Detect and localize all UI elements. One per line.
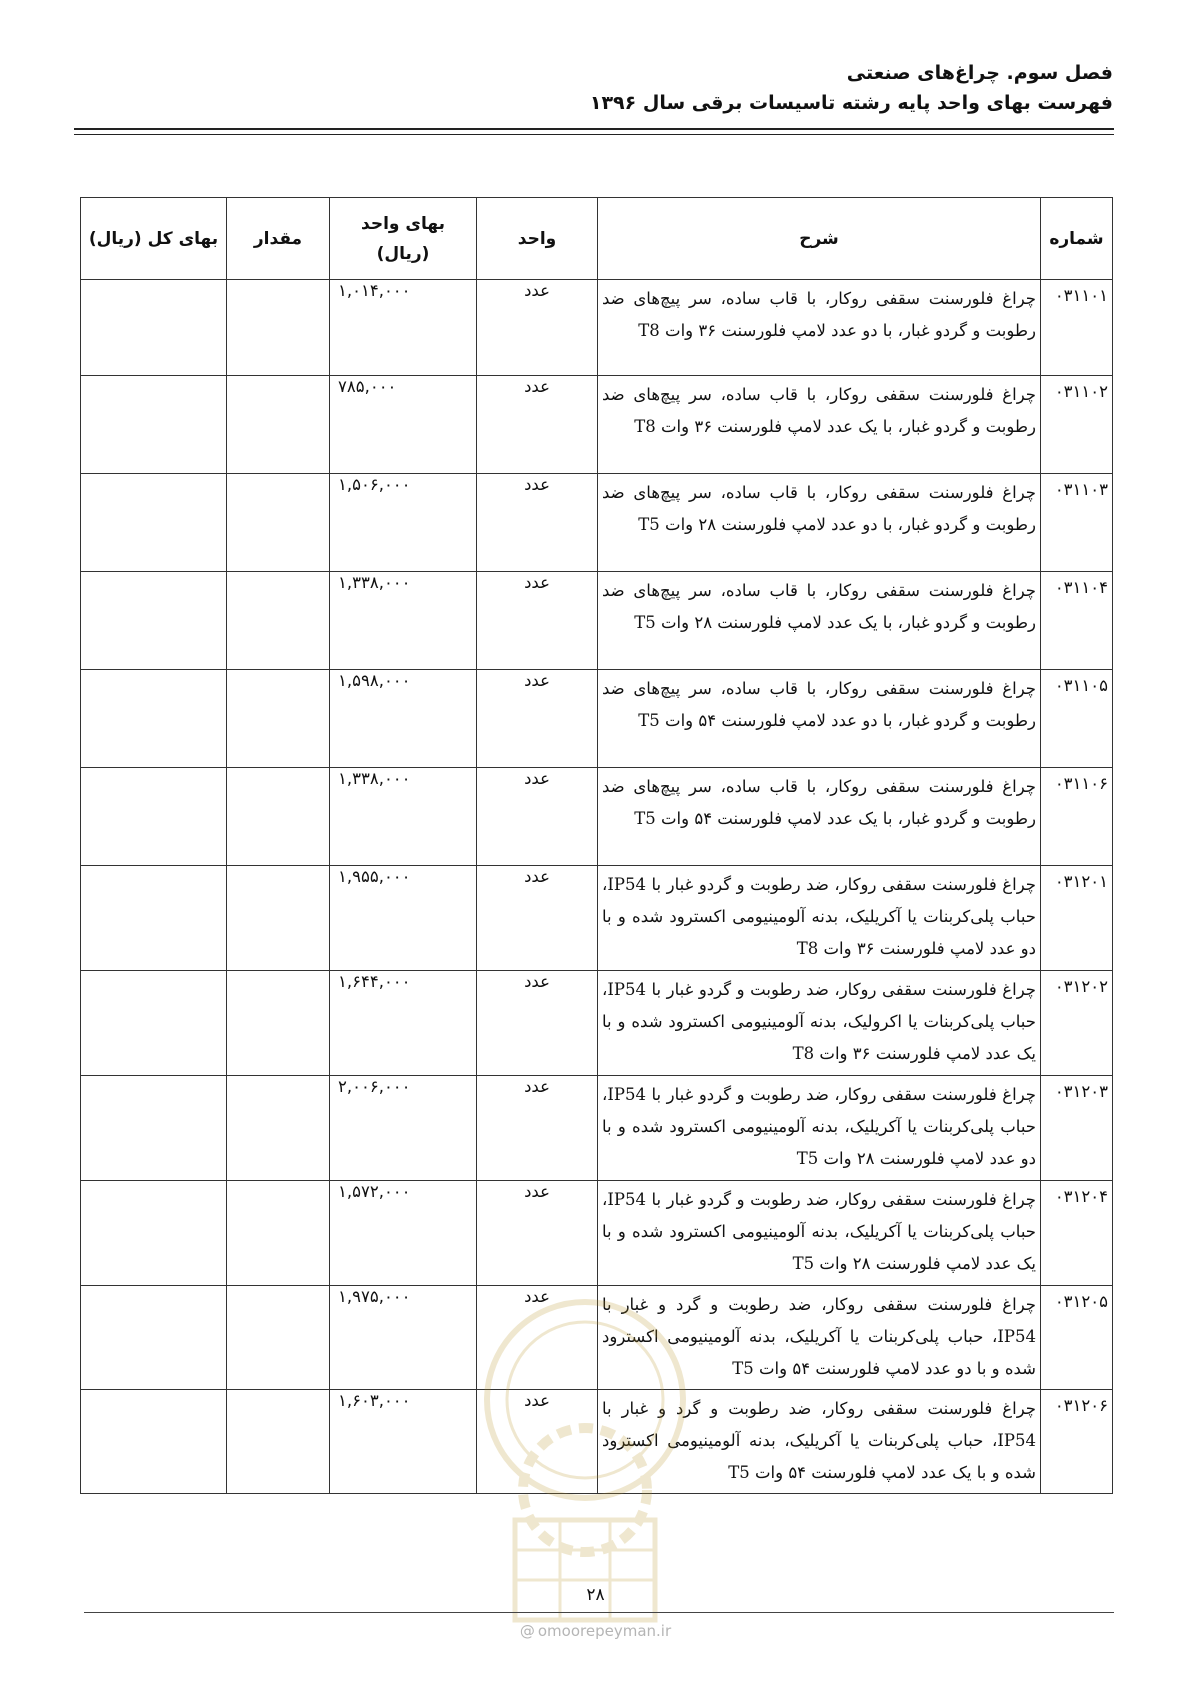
item-unit: عدد [477,1181,598,1286]
item-description: چراغ فلورسنت سقفی روکار، ضد رطوبت و گردو غبار با IP54، حباب پلی‌کربنات یا آکریلیک، بدنه آلومینیومی اکسترود شده و با دو عدد لامپ فلورسنت ۲۸ وات T5 [598,1076,1041,1181]
item-description: چراغ فلورسنت سقفی روکار، با قاب ساده، سر پیچ‌های ضد رطوبت و گردو غبار، با یک عدد لامپ فلورسنت ۵۴ وات T5 [598,768,1041,866]
item-unit-price: ۱,۳۳۸,۰۰۰ [330,572,477,670]
item-unit: عدد [477,768,598,866]
item-total [81,1286,227,1390]
item-code: ۰۳۱۲۰۴ [1041,1181,1113,1286]
item-quantity [227,376,330,474]
item-quantity [227,1390,330,1494]
item-quantity [227,572,330,670]
item-unit: عدد [477,1286,598,1390]
col-header-total: بهای کل (ریال) [81,198,227,280]
item-quantity [227,866,330,971]
item-unit: عدد [477,1076,598,1181]
item-unit-price: ۱,۵۹۸,۰۰۰ [330,670,477,768]
table-row [81,866,1113,971]
table-row [81,768,1113,866]
unit-price-currency: (ریال) [376,243,430,264]
item-unit-price: ۷۸۵,۰۰۰ [330,376,477,474]
col-header-unit-price [330,198,477,280]
item-unit-price: ۱,۳۳۸,۰۰۰ [330,768,477,866]
page-header [73,58,1113,118]
item-description: چراغ فلورسنت سقفی روکار، ضد رطوبت و گردو غبار با IP54، حباب پلی‌کربنات یا آکریلیک، بدنه آلومینیومی اکسترود شده و با یک عدد لامپ فلورسنت ۲۸ وات T5 [598,1181,1041,1286]
item-total [81,670,227,768]
item-unit-price: ۱,۰۱۴,۰۰۰ [330,280,477,376]
header-rule-thick [74,128,1114,130]
item-description: چراغ فلورسنت سقفی روکار، با قاب ساده، سر پیچ‌های ضد رطوبت و گردو غبار، با دو عدد لامپ فلورسنت ۲۸ وات T5 [598,474,1041,572]
item-unit-price: ۱,۵۰۶,۰۰۰ [330,474,477,572]
table-row [81,376,1113,474]
item-total [81,280,227,376]
item-code: ۰۳۱۱۰۳ [1041,474,1113,572]
item-quantity [227,670,330,768]
item-total [81,866,227,971]
table-row [81,572,1113,670]
item-unit-price: ۱,۹۵۵,۰۰۰ [330,866,477,971]
item-unit: عدد [477,1390,598,1494]
table-row [81,474,1113,572]
header-rule-thin [74,134,1114,135]
item-total [81,572,227,670]
item-unit-price: ۱,۶۴۴,۰۰۰ [330,971,477,1076]
item-code: ۰۳۱۱۰۵ [1041,670,1113,768]
at-sign-icon: @ [519,1622,535,1640]
chapter-title: فصل سوم. چراغ‌های صنعتی [846,62,1113,84]
item-total [81,768,227,866]
table-row [81,1390,1113,1494]
col-header-description: شرح [598,198,1041,280]
table-header-row [81,198,1113,280]
item-unit: عدد [477,572,598,670]
item-code: ۰۳۱۲۰۲ [1041,971,1113,1076]
item-unit-price: ۱,۹۷۵,۰۰۰ [330,1286,477,1390]
item-quantity [227,768,330,866]
item-code: ۰۳۱۲۰۱ [1041,866,1113,971]
item-quantity [227,1181,330,1286]
footer-website [0,1622,1191,1640]
item-code: ۰۳۱۱۰۲ [1041,376,1113,474]
item-code: ۰۳۱۱۰۴ [1041,572,1113,670]
unit-price-label: بهای واحد [361,213,445,234]
item-quantity [227,971,330,1076]
item-total [81,1076,227,1181]
table-row [81,1076,1113,1181]
item-unit: عدد [477,971,598,1076]
item-unit-price: ۱,۶۰۳,۰۰۰ [330,1390,477,1494]
col-header-quantity: مقدار [227,198,330,280]
item-total [81,971,227,1076]
item-code: ۰۳۱۲۰۶ [1041,1390,1113,1494]
item-code: ۰۳۱۱۰۶ [1041,768,1113,866]
item-quantity [227,1076,330,1181]
item-unit: عدد [477,670,598,768]
item-quantity [227,1286,330,1390]
website-text: omoorepeyman.ir [537,1622,672,1640]
item-quantity [227,474,330,572]
item-description: چراغ فلورسنت سقفی روکار، ضد رطوبت و گردو غبار با IP54، حباب پلی‌کربنات یا آکریلیک، بدنه آلومینیومی اکسترود شده و با دو عدد لامپ فلورسنت ۳۶ وات T8 [598,866,1041,971]
item-unit: عدد [477,474,598,572]
col-header-code: شماره [1041,198,1113,280]
item-unit: عدد [477,376,598,474]
item-description: چراغ فلورسنت سقفی روکار، ضد رطوبت و گرد و غبار با IP54، حباب پلی‌کربنات یا آکریلیک، بدنه آلومینیومی اکسترود شده و با دو عدد لامپ فلورسنت ۵۴ وات T5 [598,1286,1041,1390]
item-description: چراغ فلورسنت سقفی روکار، ضد رطوبت و گرد و غبار با IP54، حباب پلی‌کربنات یا آکریلیک، بدنه آلومینیومی اکسترود شده و با یک عدد لامپ فلورسنت ۵۴ وات T5 [598,1390,1041,1494]
item-description: چراغ فلورسنت سقفی روکار، با قاب ساده، سر پیچ‌های ضد رطوبت و گردو غبار، با دو عدد لامپ فلورسنت ۵۴ وات T5 [598,670,1041,768]
table-row [81,971,1113,1076]
item-total [81,474,227,572]
document-subtitle: فهرست بهای واحد پایه رشته تاسیسات برقی سال ۱۳۹۶ [589,92,1113,114]
item-code: ۰۳۱۲۰۵ [1041,1286,1113,1390]
page-number: ۲۸ [586,1585,605,1605]
item-unit: عدد [477,280,598,376]
item-description: چراغ فلورسنت سقفی روکار، با قاب ساده، سر پیچ‌های ضد رطوبت و گردو غبار، با یک عدد لامپ فلورسنت ۳۶ وات T8 [598,376,1041,474]
item-code: ۰۳۱۱۰۱ [1041,280,1113,376]
table-row [81,670,1113,768]
item-description: چراغ فلورسنت سقفی روکار، با قاب ساده، سر پیچ‌های ضد رطوبت و گردو غبار، با یک عدد لامپ فلورسنت ۲۸ وات T5 [598,572,1041,670]
item-description: چراغ فلورسنت سقفی روکار، ضد رطوبت و گردو غبار با IP54، حباب پلی‌کربنات یا اکرولیک، بدنه آلومینیومی اکسترود شده و با یک عدد لامپ فلورسنت ۳۶ وات T8 [598,971,1041,1076]
item-code: ۰۳۱۲۰۳ [1041,1076,1113,1181]
item-description: چراغ فلورسنت سقفی روکار، با قاب ساده، سر پیچ‌های ضد رطوبت و گردو غبار، با دو عدد لامپ فلورسنت ۳۶ وات T8 [598,280,1041,376]
col-header-unit: واحد [477,198,598,280]
footer-rule [84,1612,1114,1613]
table-row [81,1181,1113,1286]
price-list-table [80,197,1113,1494]
item-total [81,376,227,474]
table-row [81,280,1113,376]
item-unit: عدد [477,866,598,971]
item-unit-price: ۱,۵۷۲,۰۰۰ [330,1181,477,1286]
item-total [81,1390,227,1494]
item-unit-price: ۲,۰۰۶,۰۰۰ [330,1076,477,1181]
table-row [81,1286,1113,1390]
item-quantity [227,280,330,376]
item-total [81,1181,227,1286]
